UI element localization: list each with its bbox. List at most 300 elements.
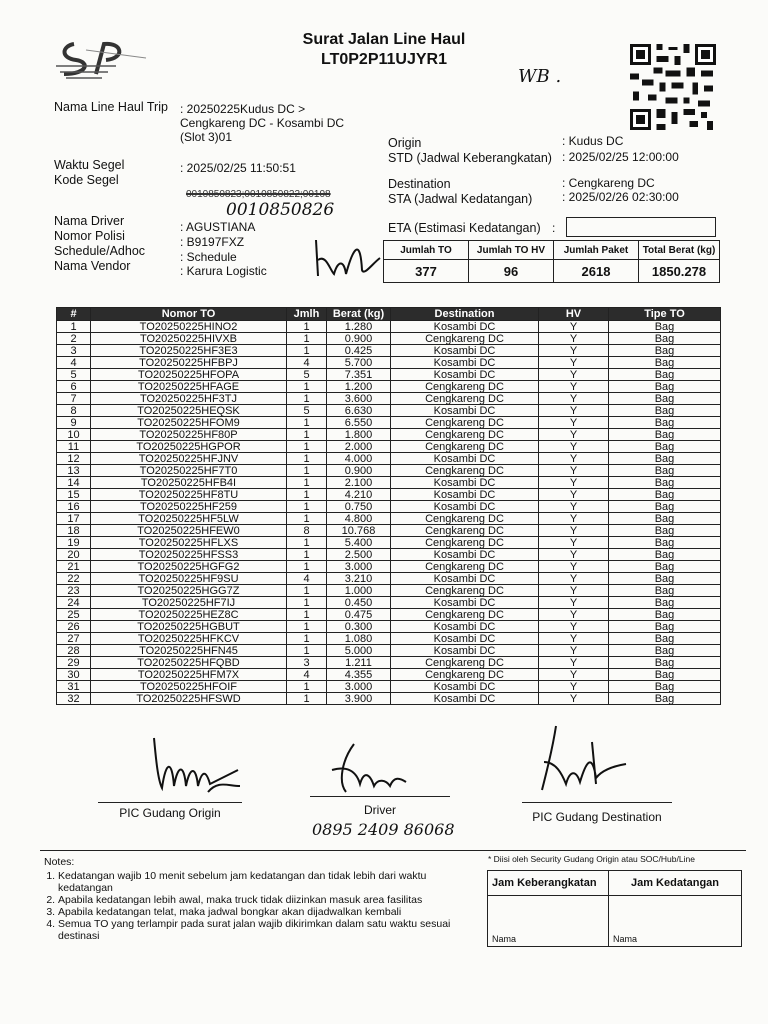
table-cell: Y <box>539 381 609 393</box>
std-label: STD (Jadwal Keberangkatan) <box>388 151 552 165</box>
table-row <box>57 657 721 669</box>
waktu-segel-value: : 2025/02/25 11:50:51 <box>180 161 296 175</box>
table-cell: 4.210 <box>327 489 391 501</box>
table-cell: Cengkareng DC <box>391 561 539 573</box>
notes-divider <box>40 850 746 851</box>
table-cell: Y <box>539 357 609 369</box>
table-cell: Bag <box>609 501 721 513</box>
table-cell: Y <box>539 429 609 441</box>
table-cell: TO20250225HGBUT <box>91 621 287 633</box>
table-cell: Bag <box>609 645 721 657</box>
kode-segel-struck: 0010850823;0010850822;00108 <box>186 189 331 200</box>
table-cell: Kosambi DC <box>391 357 539 369</box>
table-cell: TO20250225HFOPA <box>91 369 287 381</box>
kode-segel-label: Kode Segel <box>54 173 119 187</box>
origin-signature-line <box>98 802 242 803</box>
table-cell: 7.351 <box>327 369 391 381</box>
summary-value: 2618 <box>554 260 639 283</box>
table-cell: Bag <box>609 441 721 453</box>
table-cell: Bag <box>609 585 721 597</box>
table-row <box>57 573 721 585</box>
table-cell: 19 <box>57 537 91 549</box>
table-cell: 12 <box>57 453 91 465</box>
vendor-label: Nama Vendor <box>54 259 131 273</box>
note-item: 1. Kedatangan wajib 10 menit sebelum jam kedatangan dan tidak lebih dari waktu kedatangan <box>58 870 484 894</box>
table-cell: 24 <box>57 597 91 609</box>
table-cell: Bag <box>609 657 721 669</box>
table-cell: Kosambi DC <box>391 477 539 489</box>
table-cell: 0.900 <box>327 333 391 345</box>
table-cell: 3.210 <box>327 573 391 585</box>
table-cell: Kosambi DC <box>391 597 539 609</box>
table-cell: TO20250225HIVXB <box>91 333 287 345</box>
table-cell: Bag <box>609 561 721 573</box>
table-cell: TO20250225HGG7Z <box>91 585 287 597</box>
polisi-label: Nomor Polisi <box>54 229 125 243</box>
table-cell: Bag <box>609 573 721 585</box>
table-cell: Y <box>539 633 609 645</box>
table-cell: Kosambi DC <box>391 633 539 645</box>
table-row <box>57 525 721 537</box>
table-cell: TO20250225HFEW0 <box>91 525 287 537</box>
table-row <box>57 645 721 657</box>
table-cell: 2.500 <box>327 549 391 561</box>
table-cell: 1 <box>287 465 327 477</box>
sta-value: : 2025/02/26 02:30:00 <box>562 190 679 204</box>
table-row <box>57 597 721 609</box>
table-cell: 2.100 <box>327 477 391 489</box>
table-cell: Y <box>539 585 609 597</box>
table-cell: Y <box>539 501 609 513</box>
table-cell: TO20250225HGPOR <box>91 441 287 453</box>
table-cell: 1 <box>287 345 327 357</box>
col-header: Jmlh <box>287 308 327 321</box>
table-cell: Cengkareng DC <box>391 609 539 621</box>
table-cell: 3.900 <box>327 693 391 705</box>
title-text: Surat Jalan Line Haul <box>302 31 466 48</box>
security-caption: * Diisi oleh Security Gudang Origin atau SOC/Hub/Line <box>488 854 695 864</box>
notes-list <box>44 870 484 942</box>
table-cell: 27 <box>57 633 91 645</box>
table-cell: 18 <box>57 525 91 537</box>
table-cell: TO20250225HEZ8C <box>91 609 287 621</box>
table-cell: Kosambi DC <box>391 573 539 585</box>
table-cell: Bag <box>609 429 721 441</box>
table-cell: Bag <box>609 477 721 489</box>
table-cell: 1 <box>287 561 327 573</box>
table-cell: 1 <box>287 621 327 633</box>
sta-label: STA (Jadwal Kedatangan) <box>388 192 533 206</box>
table-row <box>57 501 721 513</box>
table-cell: Cengkareng DC <box>391 657 539 669</box>
table-cell: 4 <box>287 357 327 369</box>
notes-title: Notes: <box>44 856 75 868</box>
summary-header: Total Berat (kg) <box>639 241 720 260</box>
table-cell: TO20250225HFLXS <box>91 537 287 549</box>
table-cell: 1 <box>287 501 327 513</box>
table-cell: Bag <box>609 405 721 417</box>
table-cell: Kosambi DC <box>391 369 539 381</box>
summary-table <box>383 240 720 283</box>
waktu-segel-label: Waktu Segel <box>54 158 125 172</box>
table-cell: Y <box>539 393 609 405</box>
driver-label: Nama Driver <box>54 214 125 228</box>
kode-segel-handwritten: 0010850826 <box>226 200 335 220</box>
table-cell: Kosambi DC <box>391 405 539 417</box>
table-cell: 1 <box>287 453 327 465</box>
col-header: Nomor TO <box>91 308 287 321</box>
table-cell: Bag <box>609 345 721 357</box>
table-cell: TO20250225HF9SU <box>91 573 287 585</box>
table-cell: 1.211 <box>327 657 391 669</box>
table-row <box>57 585 721 597</box>
table-cell: 1 <box>287 381 327 393</box>
table-cell: TO20250225HEQSK <box>91 405 287 417</box>
table-row <box>57 321 721 333</box>
table-row <box>57 681 721 693</box>
table-cell: TO20250225HINO2 <box>91 321 287 333</box>
table-cell: 4.355 <box>327 669 391 681</box>
table-cell: Bag <box>609 669 721 681</box>
table-cell: 1 <box>287 441 327 453</box>
table-row <box>57 477 721 489</box>
table-cell: 6 <box>57 381 91 393</box>
table-cell: 20 <box>57 549 91 561</box>
summary-header: Jumlah TO <box>384 241 469 260</box>
table-cell: 1 <box>287 585 327 597</box>
table-cell: Cengkareng DC <box>391 333 539 345</box>
table-cell: 0.450 <box>327 597 391 609</box>
eta-input-box[interactable] <box>566 217 716 237</box>
summary-value: 1850.278 <box>639 260 720 283</box>
table-cell: 3.600 <box>327 393 391 405</box>
table-cell: TO20250225HFQBD <box>91 657 287 669</box>
table-row <box>57 693 721 705</box>
table-cell: TO20250225HFOIF <box>91 681 287 693</box>
destination-value: : Cengkareng DC <box>562 176 655 190</box>
table-cell: Y <box>539 477 609 489</box>
table-cell: TO20250225HFSWD <box>91 693 287 705</box>
table-cell: 1 <box>287 537 327 549</box>
table-cell: 4.800 <box>327 513 391 525</box>
table-cell: 0.900 <box>327 465 391 477</box>
table-cell: TO20250225HF3TJ <box>91 393 287 405</box>
table-cell: TO20250225HFB4I <box>91 477 287 489</box>
table-cell: Y <box>539 537 609 549</box>
table-cell: Y <box>539 573 609 585</box>
table-cell: Bag <box>609 393 721 405</box>
table-row <box>57 465 721 477</box>
table-cell: Y <box>539 561 609 573</box>
table-cell: 1.200 <box>327 381 391 393</box>
table-cell: 6.630 <box>327 405 391 417</box>
table-cell: Y <box>539 597 609 609</box>
table-cell: TO20250225HFKCV <box>91 633 287 645</box>
summary-header: Jumlah Paket <box>554 241 639 260</box>
driver-phone-handwritten: 0895 2409 86068 <box>312 820 455 839</box>
table-cell: Bag <box>609 465 721 477</box>
table-row <box>57 333 721 345</box>
table-cell: TO20250225HFBPJ <box>91 357 287 369</box>
table-cell: Cengkareng DC <box>391 585 539 597</box>
table-cell: 1 <box>287 633 327 645</box>
table-row <box>57 549 721 561</box>
table-cell: 8 <box>57 405 91 417</box>
table-cell: Y <box>539 681 609 693</box>
origin-label: Origin <box>388 136 422 150</box>
table-cell: Y <box>539 333 609 345</box>
vendor-value: : Karura Logistic <box>180 264 267 278</box>
table-cell: Bag <box>609 381 721 393</box>
table-cell: Y <box>539 345 609 357</box>
table-cell: 3 <box>57 345 91 357</box>
line-haul-value-1: : 20250225Kudus DC > <box>180 102 306 116</box>
summary-header: Jumlah TO HV <box>469 241 554 260</box>
table-cell: 0.300 <box>327 621 391 633</box>
table-cell: 15 <box>57 489 91 501</box>
table-cell: 2.000 <box>327 441 391 453</box>
table-cell: Y <box>539 693 609 705</box>
table-row <box>57 405 721 417</box>
origin-signature <box>148 730 244 800</box>
destination-label: Destination <box>388 177 451 191</box>
table-cell: 0.425 <box>327 345 391 357</box>
col-header: Berat (kg) <box>327 308 391 321</box>
table-cell: TO20250225HFN45 <box>91 645 287 657</box>
col-header: Destination <box>391 308 539 321</box>
table-cell: Y <box>539 621 609 633</box>
col-header: Tipe TO <box>609 308 721 321</box>
table-cell: 23 <box>57 585 91 597</box>
table-cell: Y <box>539 405 609 417</box>
destination-sign-label: PIC Gudang Destination <box>532 810 662 824</box>
table-cell: 10.768 <box>327 525 391 537</box>
table-cell: TO20250225HFM7X <box>91 669 287 681</box>
table-cell: TO20250225HFAGE <box>91 381 287 393</box>
table-cell: Y <box>539 369 609 381</box>
table-row <box>57 633 721 645</box>
security-nama-label: Nama <box>613 934 638 944</box>
table-cell: 1 <box>287 333 327 345</box>
table-cell: TO20250225HF80P <box>91 429 287 441</box>
table-cell: 32 <box>57 693 91 705</box>
table-cell: 1 <box>287 549 327 561</box>
table-header-row <box>57 308 721 321</box>
table-cell: 4 <box>287 669 327 681</box>
eta-label: ETA (Estimasi Kedatangan) <box>388 221 541 235</box>
table-cell: TO20250225HF3E3 <box>91 345 287 357</box>
table-cell: 16 <box>57 501 91 513</box>
table-cell: Cengkareng DC <box>391 381 539 393</box>
table-row <box>57 369 721 381</box>
table-row <box>57 357 721 369</box>
table-cell: Bag <box>609 609 721 621</box>
table-cell: 10 <box>57 429 91 441</box>
line-haul-value-2: Cengkareng DC - Kosambi DC <box>180 116 345 130</box>
table-cell: 1 <box>287 597 327 609</box>
table-cell: 1 <box>287 513 327 525</box>
line-haul-label: Nama Line Haul Trip <box>54 100 168 114</box>
table-cell: Y <box>539 609 609 621</box>
security-col-header: Jam Keberangkatan <box>488 871 609 896</box>
table-cell: Cengkareng DC <box>391 525 539 537</box>
table-cell: 1.000 <box>327 585 391 597</box>
table-cell: 3 <box>287 657 327 669</box>
table-cell: 4.000 <box>327 453 391 465</box>
table-cell: 5 <box>287 369 327 381</box>
table-cell: Kosambi DC <box>391 321 539 333</box>
table-cell: 1 <box>287 429 327 441</box>
table-cell: 5.700 <box>327 357 391 369</box>
schedule-label: Schedule/Adhoc <box>54 244 146 258</box>
table-cell: Kosambi DC <box>391 489 539 501</box>
security-nama-cell[interactable] <box>609 896 742 947</box>
table-cell: 3.000 <box>327 561 391 573</box>
summary-value: 96 <box>469 260 554 283</box>
driver-value: : AGUSTIANA <box>180 220 256 234</box>
table-cell: TO20250225HF8TU <box>91 489 287 501</box>
origin-sign-label: PIC Gudang Origin <box>119 806 221 820</box>
table-cell: Kosambi DC <box>391 621 539 633</box>
table-cell: Cengkareng DC <box>391 513 539 525</box>
table-cell: TO20250225HFSS3 <box>91 549 287 561</box>
table-cell: 25 <box>57 609 91 621</box>
table-cell: 0.750 <box>327 501 391 513</box>
document-code: LT0P2P11UJYR1 <box>321 51 447 68</box>
polisi-value: : B9197FXZ <box>180 235 245 249</box>
table-cell: 11 <box>57 441 91 453</box>
table-cell: Y <box>539 441 609 453</box>
security-nama-cell[interactable] <box>488 896 609 947</box>
table-cell: 14 <box>57 477 91 489</box>
table-cell: Cengkareng DC <box>391 417 539 429</box>
table-cell: 4 <box>287 573 327 585</box>
table-cell: Bag <box>609 525 721 537</box>
security-nama-label: Nama <box>492 934 517 944</box>
table-cell: 6.550 <box>327 417 391 429</box>
table-cell: 1 <box>57 321 91 333</box>
schedule-value: : Schedule <box>180 250 237 264</box>
to-items-table <box>56 307 721 705</box>
table-cell: 1 <box>287 321 327 333</box>
col-header: # <box>57 308 91 321</box>
destination-signature-line <box>522 802 672 803</box>
table-cell: Y <box>539 513 609 525</box>
security-col-header: Jam Kedatangan <box>609 871 742 896</box>
table-cell: Bag <box>609 537 721 549</box>
table-cell: Y <box>539 669 609 681</box>
table-cell: TO20250225HF7IJ <box>91 597 287 609</box>
driver-signature-line <box>310 796 450 797</box>
table-cell: Cengkareng DC <box>391 429 539 441</box>
table-cell: Bag <box>609 453 721 465</box>
table-row <box>57 441 721 453</box>
table-cell: Cengkareng DC <box>391 465 539 477</box>
table-cell: Kosambi DC <box>391 501 539 513</box>
table-cell: 5.000 <box>327 645 391 657</box>
table-cell: 5 <box>57 369 91 381</box>
table-cell: Kosambi DC <box>391 345 539 357</box>
table-cell: Y <box>539 453 609 465</box>
table-cell: 8 <box>287 525 327 537</box>
summary-value: 377 <box>384 260 469 283</box>
table-cell: Y <box>539 321 609 333</box>
table-cell: Bag <box>609 333 721 345</box>
table-cell: 21 <box>57 561 91 573</box>
table-cell: 13 <box>57 465 91 477</box>
table-cell: 31 <box>57 681 91 693</box>
table-cell: Bag <box>609 321 721 333</box>
table-row <box>57 513 721 525</box>
table-cell: Kosambi DC <box>391 693 539 705</box>
table-cell: 1.800 <box>327 429 391 441</box>
table-body <box>57 321 721 705</box>
table-cell: TO20250225HF7T0 <box>91 465 287 477</box>
table-cell: 0.475 <box>327 609 391 621</box>
table-cell: Bag <box>609 369 721 381</box>
table-cell: Kosambi DC <box>391 645 539 657</box>
table-row <box>57 453 721 465</box>
table-cell: Kosambi DC <box>391 681 539 693</box>
table-row <box>57 561 721 573</box>
table-cell: 26 <box>57 621 91 633</box>
table-cell: TO20250225HF259 <box>91 501 287 513</box>
table-cell: 4 <box>57 357 91 369</box>
table-cell: Y <box>539 525 609 537</box>
table-cell: Cengkareng DC <box>391 441 539 453</box>
note-item: 3. Apabila kedatangan telat, maka jadwal bongkar akan dijadwalkan kembali <box>58 906 484 918</box>
table-cell: Cengkareng DC <box>391 537 539 549</box>
table-cell: 1 <box>287 693 327 705</box>
table-cell: TO20250225HFJNV <box>91 453 287 465</box>
table-cell: 9 <box>57 417 91 429</box>
driver-sign-label: Driver <box>364 803 396 817</box>
handwritten-note: WB . <box>518 66 562 87</box>
table-cell: TO20250225HF5LW <box>91 513 287 525</box>
table-cell: 28 <box>57 645 91 657</box>
table-cell: Bag <box>609 693 721 705</box>
table-row <box>57 489 721 501</box>
table-cell: Kosambi DC <box>391 453 539 465</box>
table-row <box>57 381 721 393</box>
table-row <box>57 429 721 441</box>
table-cell: 1 <box>287 393 327 405</box>
table-row <box>57 417 721 429</box>
table-cell: Bag <box>609 597 721 609</box>
notes-section <box>44 856 484 942</box>
table-cell: Bag <box>609 417 721 429</box>
table-row <box>57 621 721 633</box>
table-cell: Cengkareng DC <box>391 669 539 681</box>
table-cell: 30 <box>57 669 91 681</box>
table-cell: 1 <box>287 681 327 693</box>
table-cell: TO20250225HGFG2 <box>91 561 287 573</box>
table-cell: 1 <box>287 609 327 621</box>
table-row <box>57 537 721 549</box>
table-cell: 1.080 <box>327 633 391 645</box>
eta-colon: : <box>552 221 556 235</box>
table-cell: TO20250225HFOM9 <box>91 417 287 429</box>
line-haul-value-3: (Slot 3)01 <box>180 130 233 144</box>
table-row <box>57 669 721 681</box>
table-cell: 1 <box>287 417 327 429</box>
table-cell: 1.280 <box>327 321 391 333</box>
table-cell: Y <box>539 489 609 501</box>
table-cell: 29 <box>57 657 91 669</box>
table-cell: 7 <box>57 393 91 405</box>
table-row <box>57 393 721 405</box>
table-row <box>57 345 721 357</box>
